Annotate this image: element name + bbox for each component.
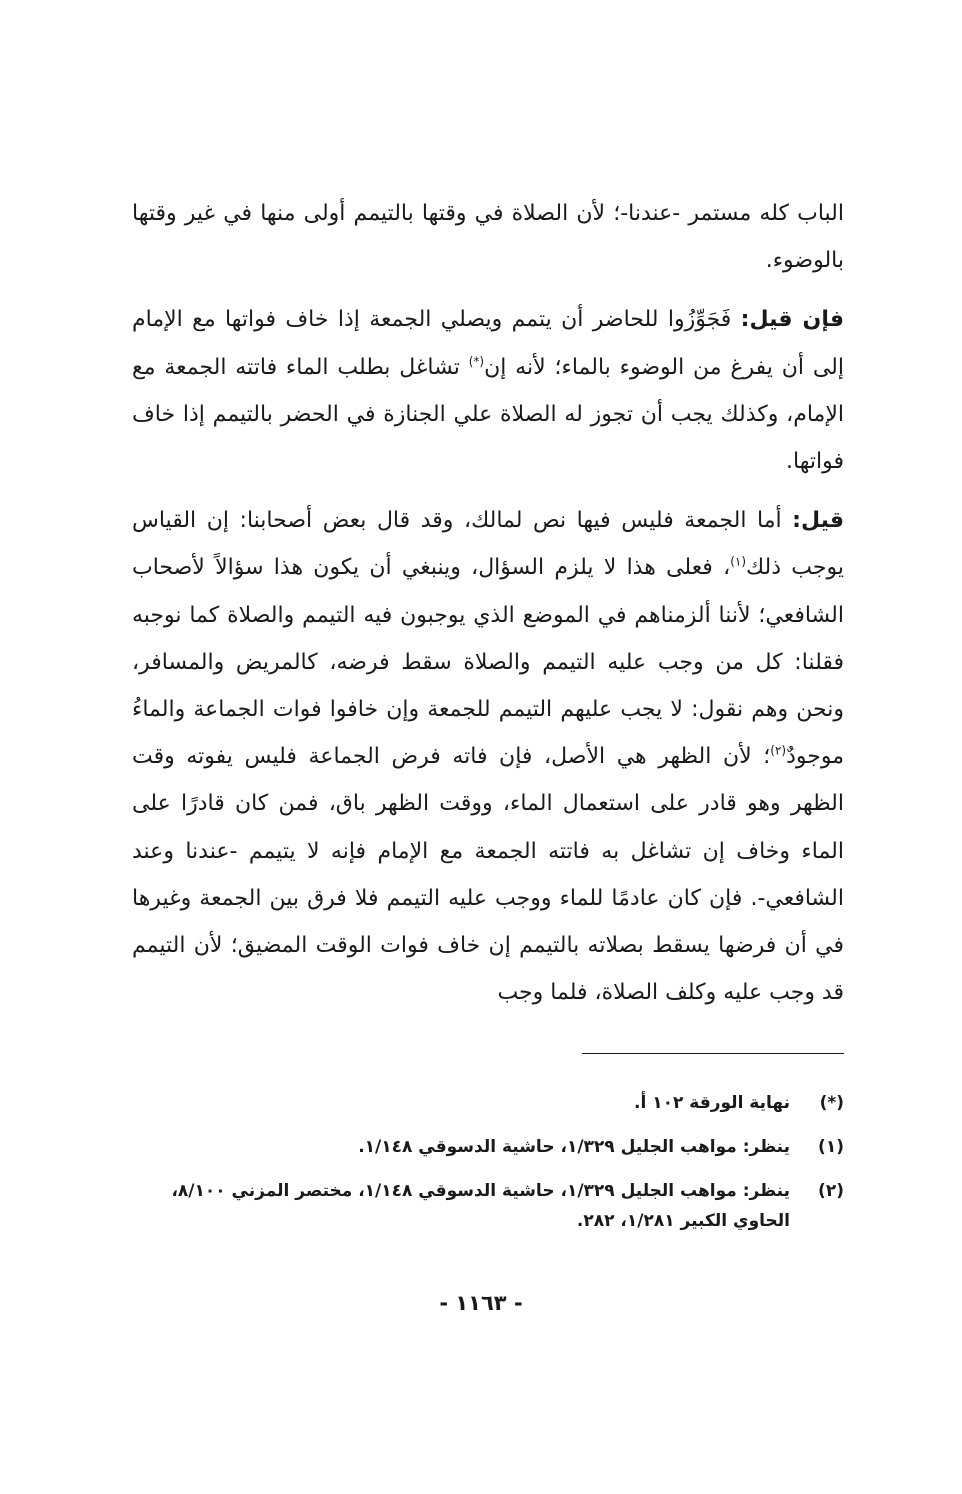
footnote-text: ينظر: مواهب الجليل ١/٣٢٩، حاشية الدسوقي ١/١٤٨، مختصر المزني ٨/١٠٠، الحاوي الكبير ١/٢٨١، ٢٨٢. [171,1181,790,1231]
paragraph-1-text: الباب كله مستمر -عندنا-؛ لأن الصلاة في وقتها بالتيمم أولى منها في غير وقتها بالوضوء. [132,201,844,274]
footnote-mark: (٢) [818,1181,844,1201]
paragraph-3 [132,497,844,1016]
footnote-item [132,1088,844,1118]
footnote-text: ينظر: مواهب الجليل ١/٣٢٩، حاشية الدسوقي ١/١٤٨. [358,1137,790,1157]
paragraph-2 [132,296,844,485]
footnote-mark: (*) [819,1093,844,1113]
footnote-text: نهاية الورقة ١٠٢ أ. [634,1093,790,1113]
footnote-item [132,1132,844,1162]
paragraph-3-text-1: أما الجمعة فليس فيها نص لمالك، وقد قال بعض أصحابنا: إن القياس يوجب ذلك [132,508,844,581]
footnote-separator [582,1053,844,1054]
paragraph-2-text-1: فَجَوِّزُوا للحاضر أن يتمم ويصلي الجمعة إذا خاف فواتها مع الإمام إلى أن يفرغ من الوضوء بالماء؛ لأنه إن [132,307,844,380]
paragraph-2-text-2: تشاغل بطلب الماء فاتته الجمعة مع الإمام، وكذلك يجب أن تجوز له الصلاة علي الجنازة في الحضر بالتيمم إذا خاف فواتها. [132,354,844,475]
page-break-marker: (*) [468,354,485,369]
paragraph-3-text-2: ، فعلى هذا لا يلزم السؤال، وينبغي أن يكون هذا سؤالاً لأصحاب الشافعي؛ لأننا ألزمناهم في الموضع الذي يوجبون فيه التيمم والصلاة كما نوجبه فقلنا: كل من وجب عليه التيمم والصلاة سقط فرضه، كالمريض والمسافر، ونحن وهم نقول: لا يجب عليهم التيمم للجمعة وإن خافوا فوات الجماعة والماءُ موجودٌ [132,555,844,770]
footnote-item [132,1176,844,1236]
footnote-ref-2: (٢) [770,743,787,758]
main-text [132,190,844,1016]
paragraph-3-text-3: ؛ لأن الظهر هي الأصل، فإن فاته فرض الجماعة فليس يفوته وقت الظهر وهو قادر على استعمال الماء، ووقت الظهر باق، فمن كان قادرًا على الماء وخاف إن تشاغل به فاتته الجمعة مع الإمام فإنه لا يتيمم -عندنا وعند الشافعي-. فإن كان عادمًا للماء ووجب عليه التيمم فلا فرق بين الجمعة وغيرها في أن فرضها يسقط بصلاته بالتيمم إن خاف فوات الوقت المضيق؛ لأن التيمم قد وجب عليه وكلف الصلاة، فلما وجب [132,744,844,1006]
footnotes [132,1088,844,1236]
paragraph-3-lead: قيل: [792,508,844,534]
footnote-mark: (١) [818,1137,844,1157]
paragraph-1 [132,190,844,284]
page-number: - ١١٦٣ - [439,1291,523,1315]
paragraph-2-lead: فإن قيل: [740,307,844,333]
footnote-ref-1: (١) [730,555,747,570]
